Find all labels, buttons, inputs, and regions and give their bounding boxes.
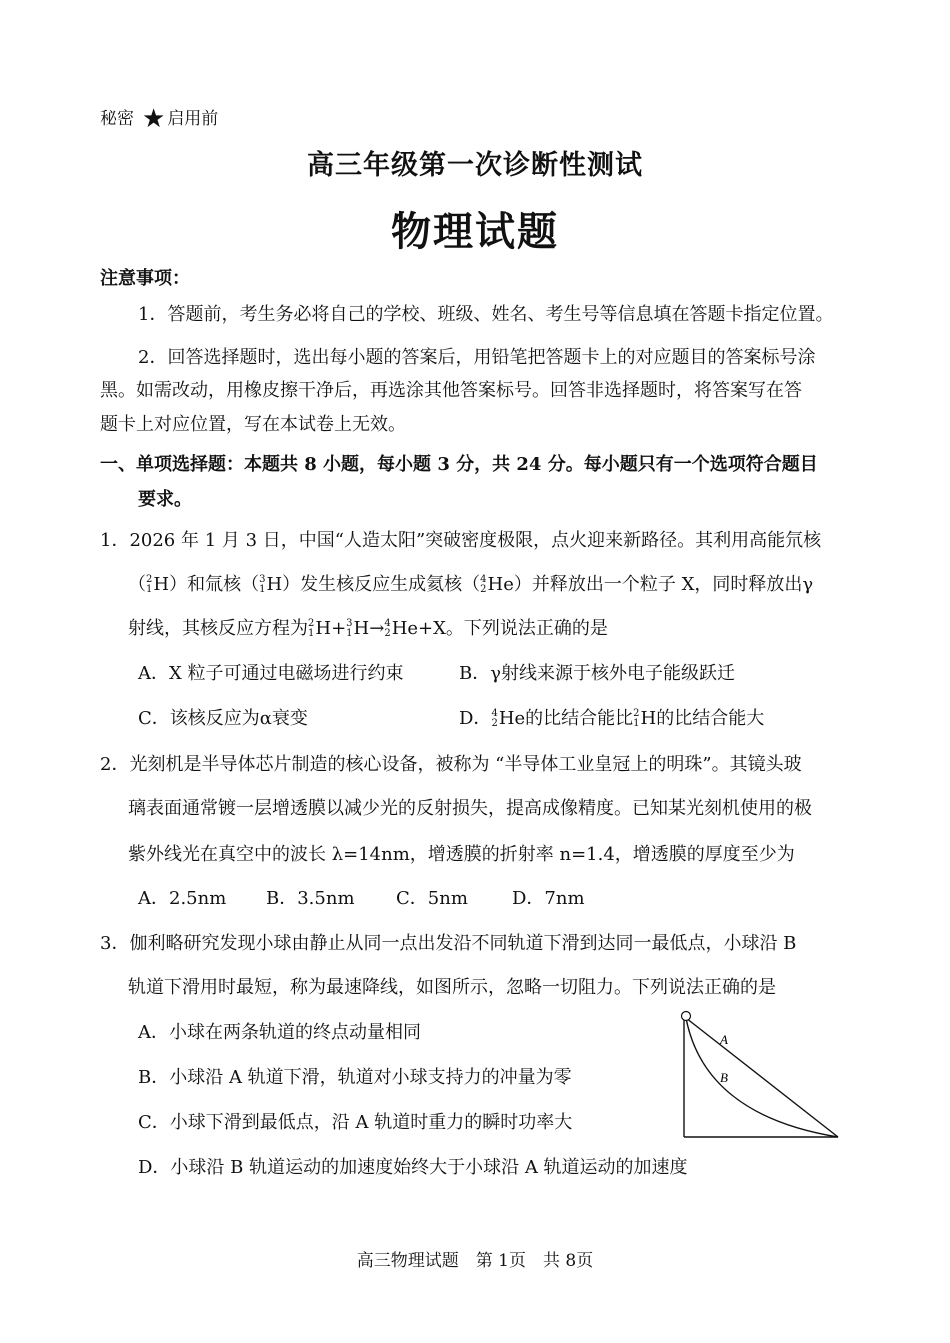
q1-text: H）发生核反应生成氦核（ — [266, 574, 481, 595]
helium-isotope: 4 2 — [384, 618, 391, 639]
q1-text: He）并释放出一个粒子 X，同时释放出γ — [487, 574, 814, 595]
q1-stem-line-3 — [128, 616, 608, 642]
q2-option-d: D．7nm — [512, 888, 585, 909]
q3-stem-line-2: 轨道下滑用时最短，称为最速降线，如图所示，忽略一切阻力。下列说法正确的是 — [128, 977, 776, 998]
helium-isotope: 4 2 — [480, 574, 487, 595]
q1-option-a: A．X 粒子可通过电磁场进行约束 — [138, 663, 404, 684]
notice-item-1: 1．答题前，考生务必将自己的学校、班级、姓名、考生号等信息填在答题卡指定位置。 — [138, 304, 834, 325]
section-1-heading-cont: 要求。 — [138, 489, 192, 510]
q1-stem-line-2 — [128, 572, 813, 598]
deuterium-isotope: 2 1 — [633, 708, 640, 729]
section-1-heading: 一、单项选择题：本题共 8 小题，每小题 3 分，共 24 分。每小题只有一个选项符合题目 — [100, 454, 818, 475]
q1-option-b: B．γ射线来源于核外电子能级跃迁 — [459, 663, 735, 684]
notice-item-2-line-1: 2．回答选择题时，选出每小题的答案后，用铅笔把答题卡上的对应题目的答案标号涂 — [138, 347, 816, 368]
deuterium-isotope: 2 1 — [146, 574, 153, 595]
q3-option-a: A．小球在两条轨道的终点动量相同 — [138, 1022, 421, 1043]
q1-text: D． — [459, 708, 492, 729]
ball — [682, 1012, 691, 1021]
q1-text: （ — [128, 574, 146, 595]
q1-text: He的比结合能比 — [498, 708, 634, 729]
q2-option-a: A．2.5nm — [138, 888, 227, 909]
q1-text: H+ — [315, 618, 347, 639]
q1-text: H）和氚核（ — [153, 574, 260, 595]
q2-option-c: C．5nm — [396, 888, 468, 909]
track-a-label: A — [720, 1032, 728, 1047]
tritium-isotope: 3 1 — [259, 574, 266, 595]
notice-item-2-line-2: 黑。如需改动，用橡皮擦干净后，再选涂其他答案标号。回答非选择题时，将答案写在答 — [100, 380, 802, 401]
tritium-isotope: 3 1 — [346, 618, 353, 639]
q2-stem-line-2: 璃表面通常镀一层增透膜以减少光的反射损失，提高成像精度。已知某光刻机使用的极 — [128, 798, 812, 819]
confidential-mark — [100, 106, 218, 132]
q3-stem-line-1: 3．伽利略研究发现小球由静止从同一点出发沿不同轨道下滑到达同一最低点，小球沿 B — [100, 933, 797, 954]
q1-text: He+X。下列说法正确的是 — [391, 618, 608, 639]
q1-option-c: C．该核反应为α衰变 — [138, 708, 308, 729]
exam-title: 高三年级第一次诊断性测试 — [307, 150, 643, 181]
page-footer: 高三物理试题 第 1页 共 8页 — [356, 1251, 594, 1271]
secret-label: 秘密 — [100, 109, 134, 129]
q2-option-b: B．3.5nm — [266, 888, 355, 909]
brachistochrone-figure — [676, 1010, 846, 1145]
q1-option-d — [459, 706, 764, 732]
q1-text: H的比结合能大 — [640, 708, 765, 729]
q3-option-b: B．小球沿 A 轨道下滑，轨道对小球支持力的冲量为零 — [138, 1067, 572, 1088]
helium-isotope: 4 2 — [491, 708, 498, 729]
q3-option-c: C．小球下滑到最低点，沿 A 轨道时重力的瞬时功率大 — [138, 1112, 573, 1133]
q2-stem-line-1: 2．光刻机是半导体芯片制造的核心设备，被称为 “半导体工业皇冠上的明珠”。其镜头玻 — [100, 754, 802, 775]
notice-heading: 注意事项： — [100, 268, 190, 289]
notice-item-2-line-3: 题卡上对应位置，写在本试卷上无效。 — [100, 414, 406, 435]
q2-stem-line-3: 紫外线光在真空中的波长 λ=14nm，增透膜的折射率 n=1.4，增透膜的厚度至少为 — [128, 844, 795, 865]
track-b-label: B — [720, 1070, 728, 1085]
deuterium-isotope: 2 1 — [308, 618, 315, 639]
secret-suffix: 启用前 — [167, 109, 219, 129]
q1-text: 射线，其核反应方程为 — [128, 618, 308, 639]
q1-stem-line-1: 1．2026 年 1 月 3 日，中国“人造太阳”突破密度极限，点火迎来新路径。其利用高能氘核 — [100, 530, 822, 551]
q1-text: H→ — [353, 618, 385, 639]
subject-title: 物理试题 — [391, 208, 559, 255]
track-a — [686, 1018, 838, 1137]
q3-option-d: D．小球沿 B 轨道运动的加速度始终大于小球沿 A 轨道运动的加速度 — [138, 1157, 688, 1178]
star-icon: ★ — [142, 104, 166, 134]
